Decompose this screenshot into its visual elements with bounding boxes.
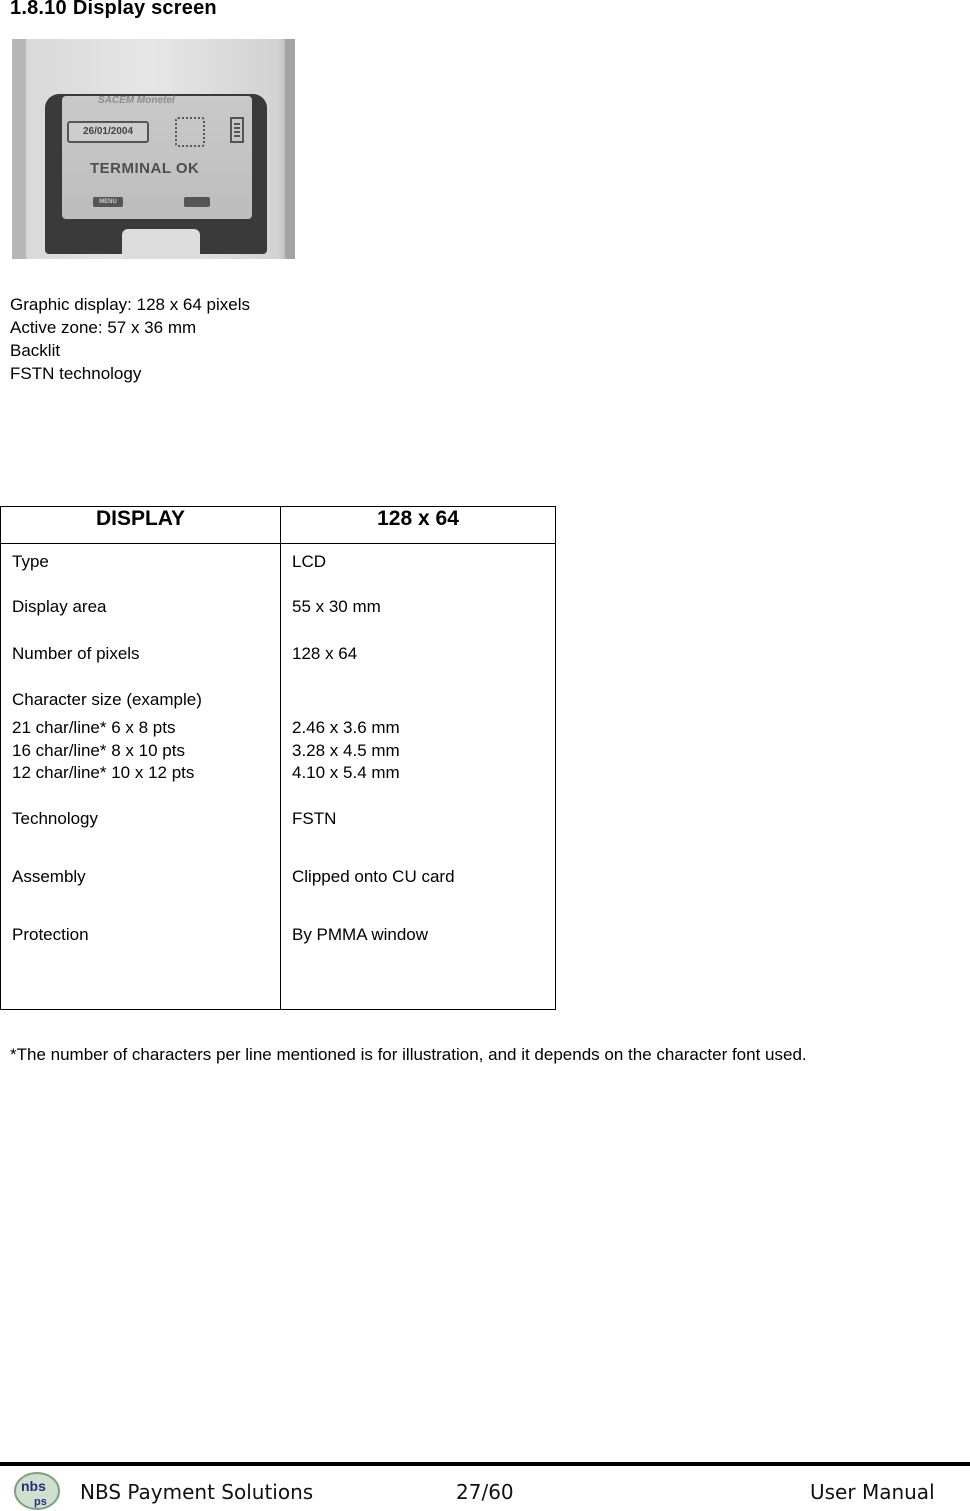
value-assembly: Clipped onto CU card (292, 867, 455, 886)
footer-company: NBS Payment Solutions (80, 1480, 314, 1504)
value-protection: By PMMA window (292, 925, 429, 944)
value-type: LCD (292, 552, 327, 571)
value-tech: FSTN (292, 809, 337, 828)
value-pixels: 128 x 64 (292, 644, 358, 663)
label-assembly: Assembly (12, 867, 86, 886)
value-area: 55 x 30 mm (292, 597, 381, 616)
clock-icon (175, 117, 205, 147)
label-area: Display area (12, 597, 107, 616)
value-c16: 3.28 x 4.5 mm (292, 741, 400, 760)
device-side-right (285, 39, 295, 259)
footer-page: 27/60 (456, 1480, 514, 1504)
table-labels (2, 545, 279, 1008)
value-c21: 2.46 x 3.6 mm (292, 718, 400, 737)
label-pixels: Number of pixels (12, 644, 140, 663)
device-nav-key (122, 229, 200, 259)
battery-icon (230, 117, 244, 143)
lcd-date: 26/01/2004 (67, 121, 149, 143)
spec-line: FSTN technology (10, 364, 142, 383)
svg-text:nbs: nbs (21, 1478, 46, 1494)
value-c12: 4.10 x 5.4 mm (292, 763, 400, 782)
spec-line: Backlit (10, 341, 61, 360)
footer-rule (0, 1462, 970, 1466)
device-lcd (62, 96, 252, 219)
table-header-left: DISPLAY (1, 507, 281, 544)
label-c12: 12 char/line* 10 x 12 pts (12, 763, 195, 782)
label-c16: 16 char/line* 8 x 10 pts (12, 741, 185, 760)
footnote: *The number of characters per line mentioned is for illustration, and it depends on the character font used. (10, 1045, 807, 1064)
section-title: Display screen (72, 0, 217, 19)
lcd-menu-softkey: MENU (93, 197, 123, 207)
label-tech: Technology (12, 809, 99, 828)
nbs-logo (12, 1471, 62, 1511)
lcd-status: TERMINAL OK (90, 160, 200, 177)
label-type: Type (12, 552, 49, 571)
label-char-size: Character size (example) (12, 690, 202, 709)
spec-line: Graphic display: 128 x 64 pixels (10, 295, 251, 314)
display-table (0, 506, 556, 1010)
label-protection: Protection (12, 925, 89, 944)
display-specs (10, 293, 250, 385)
svg-text:ps: ps (34, 1496, 47, 1508)
device-brand: SACEM Monetel (98, 95, 175, 106)
footer-doc: User Manual (810, 1480, 935, 1504)
table-values (282, 545, 554, 1008)
table-header-right: 128 x 64 (281, 507, 556, 544)
section-heading (10, 0, 217, 20)
section-number: 1.8.10 (10, 0, 67, 19)
lcd-ok-softkey (184, 197, 210, 207)
label-c21: 21 char/line* 6 x 8 pts (12, 718, 176, 737)
device-side-left (12, 39, 26, 259)
spec-line: Active zone: 57 x 36 mm (10, 318, 197, 337)
terminal-photo (12, 39, 295, 259)
